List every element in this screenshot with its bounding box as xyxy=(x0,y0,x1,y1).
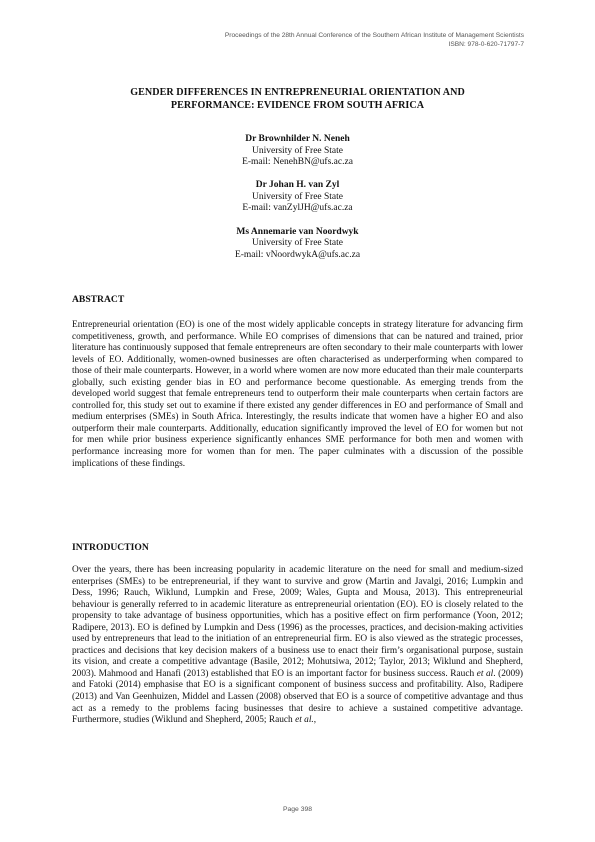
abstract-paragraph: Entrepreneurial orientation (EO) is one of the most widely applicable concepts in strategy literature for advancing firm competitiveness, growth, and performance. While EO comprises of dimensions that can be natured and trained, prior literature has continuously supposed that female entrepreneurs are often secondary to their male counterparts with lower levels of EO. Additionally, women-owned businesses are often characterised as underperforming when compared to those of their male counterparts. However, in a world where women are now more educated than their male counterparts globally, such existing gender bias in EO and performance become questionable. As emerging trends from the developed world suggest that female entrepreneurs tend to outperform their male counterparts when certain factors are controlled for, this study set out to examine if there existed any gender differences in EO and performance of Small and medium enterprises (SMEs) in South Africa. Interestingly, the results indicate that women have a higher EO and also outperform their male counterparts. Additionally, education significantly improved the level of EO for women but not for men while prior business experience significantly enhances SME performance for both men and women with performance increasing more for women than for men. The paper culminates with a discussion of the possible implications of these findings. xyxy=(72,320,523,469)
author-name: Ms Annemarie van Noordwyk xyxy=(236,226,359,237)
et-al-italic: et al. xyxy=(295,715,314,726)
author-email: E-mail: NenehBN@ufs.ac.za xyxy=(242,157,353,168)
abstract-heading: ABSTRACT xyxy=(72,294,125,305)
introduction-heading: INTRODUCTION xyxy=(72,542,149,553)
introduction-paragraph xyxy=(72,565,523,727)
paper-title-line-1: GENDER DIFFERENCES IN ENTREPRENEURIAL ORIENTATION AND xyxy=(130,87,465,98)
introduction-text-part-3: , xyxy=(313,715,317,726)
paper-title-line-2: PERFORMANCE: EVIDENCE FROM SOUTH AFRICA xyxy=(170,100,425,112)
author-affiliation: University of Free State xyxy=(251,238,344,249)
introduction-section xyxy=(72,565,523,727)
author-block xyxy=(72,227,523,262)
author-name: Dr Brownhilder N. Neneh xyxy=(245,134,350,144)
introduction-heading-wrap xyxy=(72,542,523,554)
et-al-italic: et al xyxy=(476,668,494,679)
author-affiliation: University of Free State xyxy=(251,145,344,156)
conference-proceedings-line: Proceedings of the 28th Annual Conference of the Southern African Institute of Management Scientists xyxy=(224,32,524,39)
paper-title xyxy=(72,86,523,113)
abstract-section xyxy=(72,320,523,470)
author-block xyxy=(72,134,523,169)
page-number-footer: Page 398 xyxy=(282,806,313,813)
author-email: E-mail: vNoordwykA@ufs.ac.za xyxy=(234,249,361,260)
introduction-text-part-1: Over the years, there has been increasing popularity in academic literature on the need for small and medium-sized enterprises (SMEs) to be entrepreneurial, if they want to survive and grow (Martin and Javalgi, 2016; Lumpkin and Dess, 1996; Rauch, Wiklund, Lumpkin and Frese, 2009; Wales, Gupta and Mousa, 2013). This entrepreneurial behaviour is generally referred to in academic literature as entrepreneurial orientation (EO). EO is closely related to the propensity to take advantage of business opportunities, which has a positive effect on firm performance (Yoon, 2012; Radipere, 2013). EO is defined by Lumpkin and Dess (1996) as the processes, practices, and decision-making activities used by entrepreneurs that lead to the initiation of an entrepreneurial firm. EO is also viewed as the strategic processes, practices and decisions that key decision makers of a business use to enact their firm’s organisational purpose, sustain its vision, and create a competitive advantage (Basile, 2012; Mohutsiwa, 2012; Taylor, 2013; Wiklund and Shepherd, 2003). Mahmood and Hanafi (2013) established that EO is an important factor for business success. Rauch xyxy=(72,565,523,679)
author-email: E-mail: vanZylJH@ufs.ac.za xyxy=(242,203,353,214)
isbn-line: ISBN: 978-0-620-71797-7 xyxy=(448,41,524,48)
author-block xyxy=(72,180,523,215)
running-header xyxy=(104,31,524,49)
author-list xyxy=(72,134,523,273)
author-affiliation: University of Free State xyxy=(251,191,344,202)
introduction-text-part-2: . (2009) and Fatoki (2014) emphasise that EO is a significant component of business success and profitability. Also, Radipere (2013) and Van Geenhuizen, Middel and Lassen (2008) observed that EO is a source of competitive advantage and thus act as a remedy to the problems facing businesses that desire to achieve a sustained competitive advantage. Furthermore, studies (Wiklund and Shepherd, 2005; Rauch xyxy=(72,668,523,726)
author-name: Dr Johan H. van Zyl xyxy=(255,180,340,191)
abstract-heading-wrap xyxy=(72,294,523,306)
